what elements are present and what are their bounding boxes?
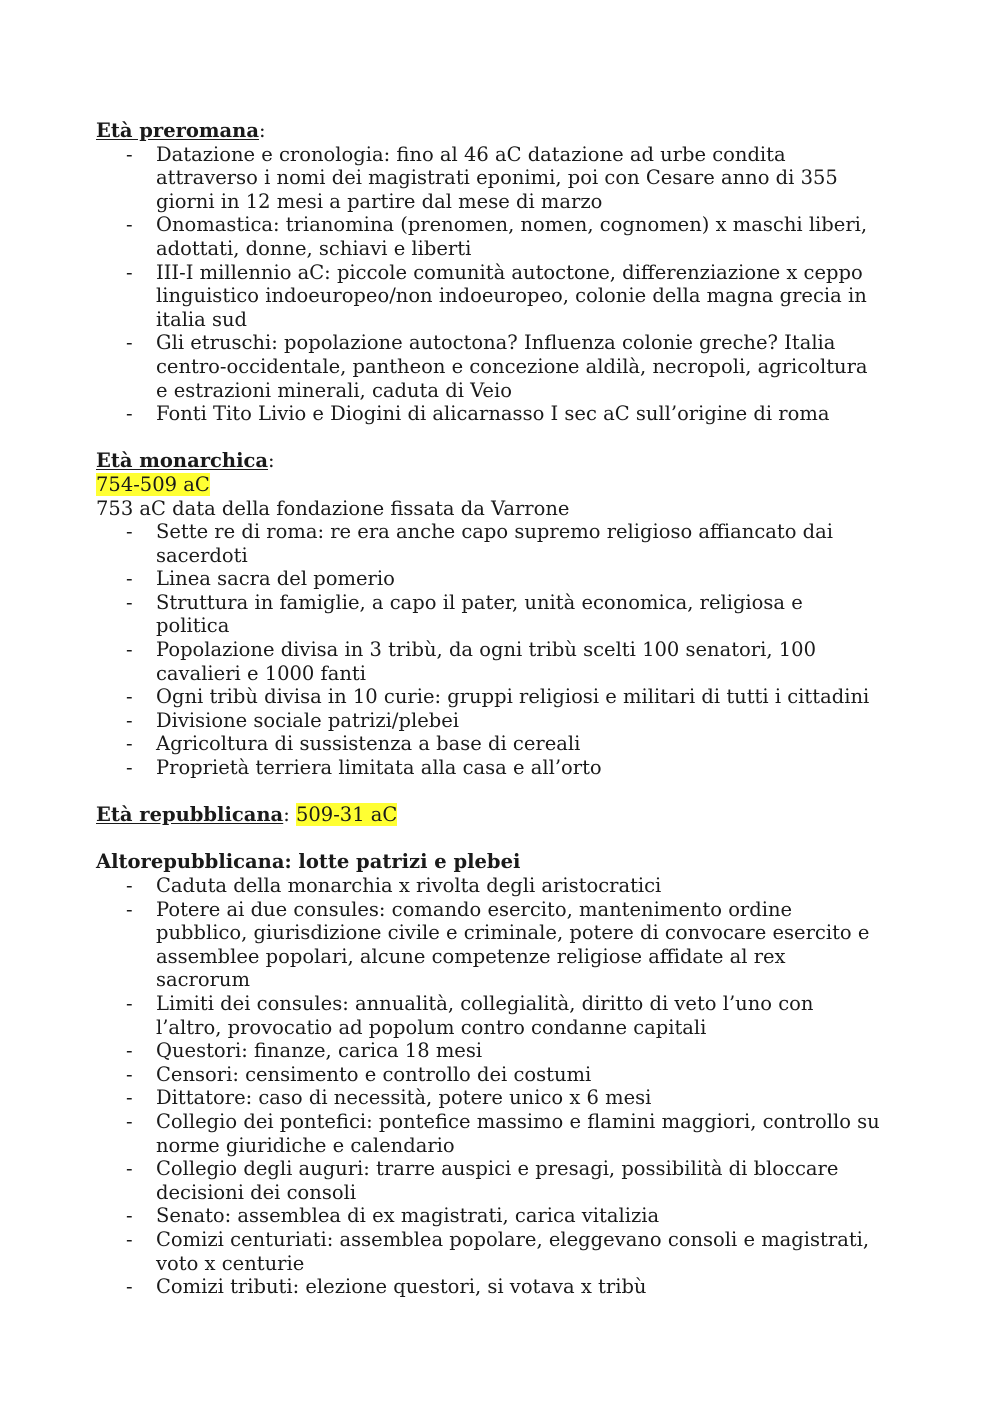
bullet-dash: - <box>126 708 133 732</box>
list-monarchica <box>96 520 916 780</box>
list-item <box>96 638 916 685</box>
list-item-text: Popolazione divisa in 3 tribù, da ogni tribù scelti 100 senatori, 100 <box>156 638 816 662</box>
list-item-text: centro-occidentale, pantheon e concezione aldilà, necropoli, agricoltura <box>156 354 868 378</box>
list-item-text: attraverso i nomi dei magistrati eponimi, poi con Cesare anno di 355 <box>156 166 838 190</box>
list-item <box>96 213 916 260</box>
list-item-text: cavalieri e 1000 fanti <box>156 661 366 685</box>
list-item-text: Sette re di roma: re era anche capo supremo religioso affiancato dai <box>156 520 833 544</box>
heading-text: Età preromana <box>96 119 259 142</box>
bullet-dash: - <box>126 1039 133 1063</box>
bullet-dash: - <box>126 1227 133 1251</box>
bullet-dash: - <box>126 756 133 780</box>
list-item-text: adottati, donne, schiavi e liberti <box>156 236 472 260</box>
list-item-text: Comizi tributi: elezione questori, si votava x tribù <box>156 1275 647 1299</box>
list-item-text: norme giuridiche e calendario <box>156 1133 455 1157</box>
heading-colon: : <box>283 803 296 827</box>
list-item <box>96 520 916 567</box>
list-item <box>96 1039 916 1063</box>
list-item-text: Comizi centuriati: assemblea popolare, eleggevano consoli e magistrati, <box>156 1227 870 1251</box>
bullet-dash: - <box>126 685 133 709</box>
list-item <box>96 1063 916 1087</box>
list-item <box>96 1228 916 1275</box>
highlighted-dates: 509-31 aC <box>295 803 398 827</box>
list-item-text: pubblico, giurisdizione civile e criminale, potere di convocare esercito e <box>156 921 870 945</box>
list-item <box>96 1275 916 1299</box>
heading-colon: : <box>268 449 275 473</box>
list-item <box>96 992 916 1039</box>
list-item-text: voto x centurie <box>156 1251 305 1275</box>
list-item <box>96 756 916 780</box>
spacer <box>96 827 916 851</box>
list-item <box>96 1110 916 1157</box>
list-item-text: Linea sacra del pomerio <box>156 567 395 591</box>
bullet-dash: - <box>126 142 133 166</box>
list-item-text: Divisione sociale patrizi/plebei <box>156 708 460 732</box>
list-item <box>96 1086 916 1110</box>
section-heading-repubblicana <box>96 803 916 827</box>
list-item-text: Proprietà terriera limitata alla casa e all’orto <box>156 756 602 780</box>
bullet-dash: - <box>126 331 133 355</box>
list-item <box>96 402 916 426</box>
list-item-text: Potere ai due consules: comando esercito, mantenimento ordine <box>156 897 793 921</box>
highlighted-dates: 754-509 aC <box>96 472 210 496</box>
list-item-text: Dittatore: caso di necessità, potere unico x 6 mesi <box>156 1086 652 1110</box>
list-item-text: Censori: censimento e controllo dei costumi <box>156 1062 592 1086</box>
list-item-text: Senato: assemblea di ex magistrati, carica vitalizia <box>156 1204 660 1228</box>
list-item <box>96 567 916 591</box>
list-item-text: Ogni tribù divisa in 10 curie: gruppi religiosi e militari di tutti i cittadini <box>156 685 870 709</box>
document-content <box>96 119 916 1299</box>
section-heading-preromana <box>96 119 916 143</box>
list-item <box>96 143 916 214</box>
list-item-text: Datazione e cronologia: fino al 46 aC datazione ad urbe condita <box>156 142 786 166</box>
bullet-dash: - <box>126 1086 133 1110</box>
bullet-dash: - <box>126 1157 133 1181</box>
list-item-text: Questori: finanze, carica 18 mesi <box>156 1039 483 1063</box>
list-item-text: decisioni dei consoli <box>156 1180 357 1204</box>
bullet-dash: - <box>126 1109 133 1133</box>
list-item <box>96 1204 916 1228</box>
list-item-text: sacerdoti <box>156 543 248 567</box>
list-item-text: Collegio dei pontefici: pontefice massimo e flamini maggiori, controllo su <box>156 1109 880 1133</box>
bullet-dash: - <box>126 874 133 897</box>
list-item-text: assemblee popolari, alcune competenze religiose affidate al rex <box>156 944 786 968</box>
list-item-text: Collegio degli auguri: trarre auspici e presagi, possibilità di bloccare <box>156 1157 839 1181</box>
bullet-dash: - <box>126 213 133 237</box>
list-item-text: politica <box>156 614 230 638</box>
list-item-text: italia sud <box>156 307 248 331</box>
bullet-dash: - <box>126 1062 133 1086</box>
list-item-text: Onomastica: trianomina (prenomen, nomen, cognomen) x maschi liberi, <box>156 213 868 237</box>
list-item <box>96 732 916 756</box>
list-repubblicana <box>96 874 916 1299</box>
list-item <box>96 261 916 332</box>
subsection-heading-altorepubblicana: Altorepubblicana: lotte patrizi e plebei <box>96 850 521 874</box>
list-item-text: III-I millennio aC: piccole comunità autoctone, differenziazione x ceppo <box>156 260 863 284</box>
bullet-dash: - <box>126 991 133 1015</box>
list-item-text: Agricoltura di sussistenza a base di cereali <box>156 732 581 756</box>
dates-monarchica <box>96 473 916 497</box>
bullet-dash: - <box>126 1204 133 1228</box>
spacer <box>96 426 916 450</box>
list-item-text: Struttura in famiglie, a capo il pater, unità economica, religiosa e <box>156 590 803 614</box>
list-item-text: sacrorum <box>156 968 250 992</box>
bullet-dash: - <box>126 567 133 591</box>
bullet-dash: - <box>126 590 133 614</box>
list-item-text: linguistico indoeuropeo/non indoeuropeo, colonie della magna grecia in <box>156 284 867 308</box>
bullet-dash: - <box>126 732 133 756</box>
list-item <box>96 898 916 992</box>
list-item-text: Limiti dei consules: annualità, collegialità, diritto di veto l’uno con <box>156 991 814 1015</box>
section-heading-monarchica <box>96 449 916 473</box>
list-item <box>96 709 916 733</box>
list-preromana <box>96 143 916 426</box>
bullet-dash: - <box>126 638 133 662</box>
bullet-dash: - <box>126 520 133 544</box>
list-item-text: Gli etruschi: popolazione autoctona? Influenza colonie greche? Italia <box>156 331 836 355</box>
list-item <box>96 874 916 898</box>
list-item <box>96 1157 916 1204</box>
list-item-text: giorni in 12 mesi a partire dal mese di marzo <box>156 189 603 213</box>
heading-colon: : <box>258 119 266 142</box>
list-item-text: Fonti Tito Livio e Diogini di alicarnasso I sec aC sull’origine di roma <box>156 402 830 426</box>
bullet-dash: - <box>126 402 133 426</box>
bullet-dash: - <box>126 1275 133 1299</box>
heading-text: Età monarchica <box>96 449 268 473</box>
list-item-text: l’altro, provocatio ad popolum contro condanne capitali <box>156 1015 707 1039</box>
list-item <box>96 591 916 638</box>
list-item-text: Caduta della monarchia x rivolta degli aristocratici <box>156 874 662 897</box>
list-item <box>96 331 916 402</box>
bullet-dash: - <box>126 897 133 921</box>
list-item <box>96 685 916 709</box>
note-monarchica: 753 aC data della fondazione fissata da Varrone <box>96 496 570 520</box>
list-item-text: e estrazioni minerali, caduta di Veio <box>156 378 512 402</box>
heading-text: Età repubblicana <box>96 803 284 827</box>
bullet-dash: - <box>126 260 133 284</box>
spacer <box>96 780 916 804</box>
